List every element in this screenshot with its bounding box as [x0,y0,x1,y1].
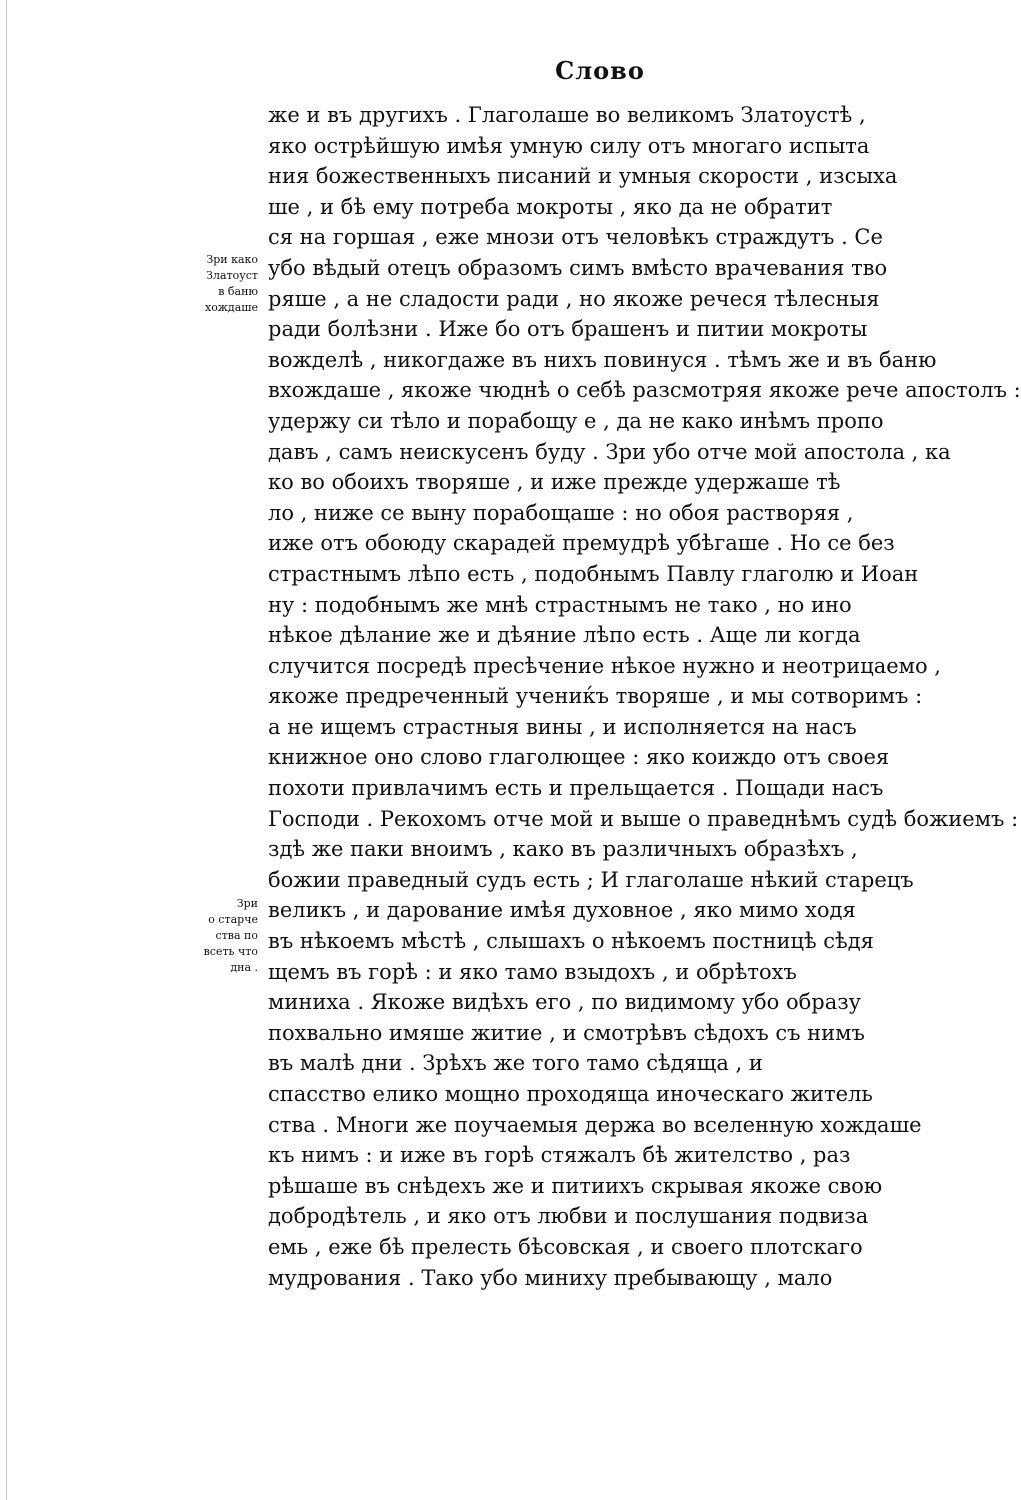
text-line: яко острѣйшую имѣя умную силу отъ многаго испыта [268,133,870,158]
margin-note-line: хождаше [204,301,258,314]
text-line: вожделѣ , никогдаже въ нихъ повинуся . тѣмъ же и въ баню [268,347,937,372]
text-line: а не ищемъ страстныя вины , и исполняется на насъ [268,714,857,739]
text-line: книжное оно слово глаголющее : яко коиждо отъ своея [268,745,890,770]
text-line: страстнымъ лѣпо есть , подобнымъ Павлу глаголю и Иоан [268,561,919,586]
text-line: въ малѣ дни . Зрѣхъ же того тамо сѣдяща , и [268,1051,763,1076]
text-line: случится посредѣ пресѣчение нѣкое нужно и неотрицаемо , [268,653,941,678]
text-line: рѣшаше въ снѣдехъ же и питиихъ скрывая якоже свою [268,1173,883,1198]
text-line: похоти привлачимъ есть и прельщается . Пощади насъ [268,776,884,801]
text-line: ся на горшая , еже мнози отъ человѣкъ страждутъ . Се [268,225,883,250]
scan-edge-line [6,0,7,1500]
main-text-block [268,100,1021,1293]
text-line: божии праведный судъ есть ; И глаголаше нѣкий старецъ [268,867,914,892]
margin-note-line: дна . [230,961,258,974]
text-line: убо вѣдый отецъ образомъ симъ вмѣсто врачевания тво [268,255,888,280]
text-line: емь , еже бѣ прелесть бѣсовская , и своего плотскаго [268,1234,863,1259]
text-line: ния божественныхъ писаний и умныя скорости , изсыха [268,164,898,189]
text-line: мудрования . Тако убо миниху пребывающу , мало [268,1265,833,1290]
text-line: похвально имяше житие , и смотрѣвъ сѣдохъ съ нимъ [268,1020,865,1045]
text-line: великъ , и дарование имѣя духовное , яко мимо ходя [268,898,856,923]
text-line: вхождаше , якоже чюднѣ о себѣ разсмотряя якоже рече апостолъ : [268,378,1021,403]
text-line: ло , ниже се выну порабощаше : но обоя растворяя , [268,500,854,525]
margin-note-2 [168,896,258,976]
text-line: добродѣтель , и яко отъ любви и послушания подвиза [268,1204,869,1229]
text-line: ко во обоихъ творяше , и иже прежде удержаше тѣ [268,470,841,495]
margin-note-line: в баню [218,285,258,298]
text-line: ше , и бѣ ему потреба мокроты , яко да не обратит [268,194,833,219]
margin-note-line: Златоуст [206,269,258,282]
margin-note-1 [168,252,258,316]
text-line: ряше , а не сладости ради , но якоже речеся тѣлесныя [268,286,880,311]
text-line: давъ , самъ неискусенъ буду . Зри убо отче мой апостола , ка [268,439,951,464]
text-line: здѣ же паки вноимъ , како въ различныхъ образѣхъ , [268,837,858,862]
text-line: Господи . Рекохомъ отче мой и выше о праведнѣмъ судѣ божиемъ : [268,806,1019,831]
text-line: ства . Многи же поучаемыя держа во вселенную хождаше [268,1112,922,1137]
text-line: въ нѣкоемъ мѣстѣ , слышахъ о нѣкоемъ постницѣ сѣдя [268,929,874,954]
margin-note-line: Зри [236,897,258,910]
text-line: къ нимъ : и иже въ горѣ стяжалъ бѣ жителство , раз [268,1143,851,1168]
page-header: Слово [555,56,645,85]
text-line: якоже предреченный учениќъ творяше , и мы сотворимъ : [268,684,923,709]
text-line: нѣкое дѣлание же и дѣяние лѣпо есть . Аще ли когда [268,623,861,648]
text-line: ну : подобнымъ же мнѣ страстнымъ не тако , но ино [268,592,852,617]
text-line: миниха . Якоже видѣхъ его , по видимому убо образу [268,990,862,1015]
text-line: же и въ другихъ . Глаголаше во великомъ Златоустѣ , [268,103,866,127]
margin-note-line: ства по [215,929,258,942]
text-line: удержу си тѣло и порабощу е , да не како инѣмъ пропо [268,408,884,433]
text-line: ради болѣзни . Иже бо отъ брашенъ и питии мокроты [268,317,868,342]
margin-note-line: Зри како [206,253,258,266]
text-line: иже отъ обоюду скарадей премудрѣ убѣгаше . Но се без [268,531,895,556]
text-line: спасство елико мощно проходяща иноческаго житель [268,1082,873,1106]
text-line: щемъ въ горѣ : и яко тамо взыдохъ , и обрѣтохъ [268,959,797,984]
margin-note-line: всеть что [203,945,258,958]
margin-note-line: о старче [208,913,258,926]
